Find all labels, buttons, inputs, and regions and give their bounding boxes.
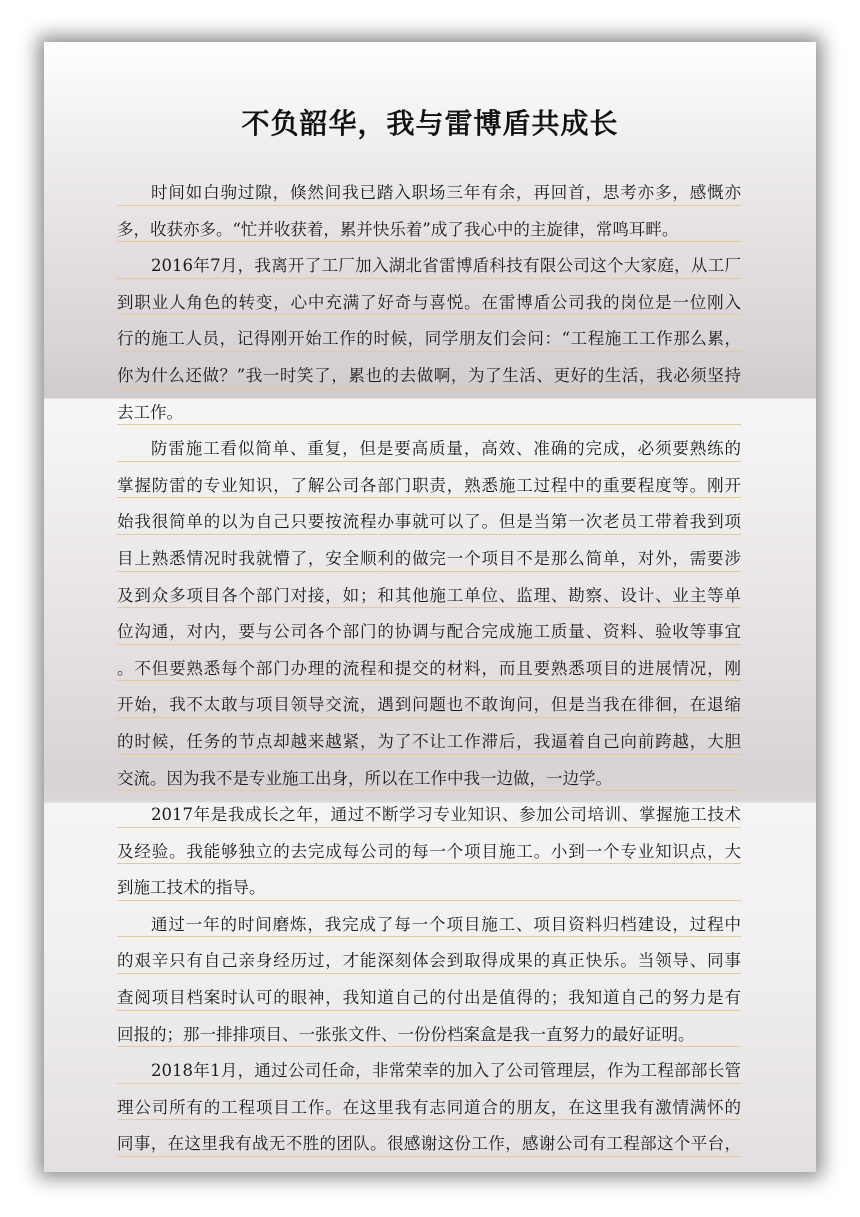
- text-line: 你为什么还做？”我一时笑了，累也的去做啊，为了生活、更好的生活，我必须坚持: [117, 358, 741, 395]
- text-line: 掌握防雷的专业知识，了解公司各部门职责，熟悉施工过程中的重要程度等。刚开: [117, 468, 741, 505]
- text-line: 2017年是我成长之年，通过不断学习专业知识、参加公司培训、掌握施工技术: [117, 797, 741, 834]
- text-line: 目上熟悉情况时我就懵了，安全顺利的做完一个项目不是那么简单，对外，需要涉: [117, 541, 741, 578]
- text-line: 同事，在这里我有战无不胜的团队。很感谢这份工作，感谢公司有工程部这个平台，: [117, 1126, 741, 1163]
- text-line: 行的施工人员，记得刚开始工作的时候，同学朋友们会问：“工程施工工作那么累，: [117, 321, 741, 358]
- text-line: 去工作。: [117, 395, 741, 432]
- text-line: 2016年7月，我离开了工厂加入湖北省雷博盾科技有限公司这个大家庭，从工厂: [117, 248, 741, 285]
- text-line: 交流。因为我不是专业施工出身，所以在工作中我一边做，一边学。: [117, 761, 741, 798]
- text-line: 及经验。我能够独立的去完成每公司的每一个项目施工。小到一个专业知识点，大: [117, 834, 741, 871]
- text-line: 位沟通，对内，要与公司各个部门的协调与配合完成施工质量、资料、验收等事宜: [117, 614, 741, 651]
- document-body: [117, 175, 741, 1163]
- text-line: 始我很简单的以为自己只要按流程办事就可以了。但是当第一次老员工带着我到项: [117, 504, 741, 541]
- text-line: 。不但要熟悉每个部门办理的流程和提交的材料，而且要熟悉项目的进展情况，刚: [117, 651, 741, 688]
- text-line: 到职业人角色的转变，心中充满了好奇与喜悦。在雷博盾公司我的岗位是一位刚入: [117, 285, 741, 322]
- text-line: 到施工技术的指导。: [117, 870, 741, 907]
- text-line: 多，收获亦多。“忙并收获着，累并快乐着”成了我心中的主旋律，常鸣耳畔。: [117, 212, 741, 249]
- text-line: 理公司所有的工程项目工作。在这里我有志同道合的朋友，在这里我有激情满怀的: [117, 1090, 741, 1127]
- text-line: 的艰辛只有自己亲身经历过，才能深刻体会到取得成果的真正快乐。当领导、同事: [117, 943, 741, 980]
- text-line: 及到众多项目各个部门对接，如；和其他施工单位、监理、勘察、设计、业主等单: [117, 578, 741, 615]
- text-line: 回报的；那一排排项目、一张张文件、一份份档案盒是我一直努力的最好证明。: [117, 1017, 741, 1054]
- text-line: 查阅项目档案时认可的眼神，我知道自己的付出是值得的；我知道自己的努力是有: [117, 980, 741, 1017]
- text-line: 2018年1月，通过公司任命，非常荣幸的加入了公司管理层，作为工程部部长管: [117, 1053, 741, 1090]
- text-line: 开始，我不太敢与项目领导交流，遇到问题也不敢询问，但是当我在徘徊，在退缩: [117, 687, 741, 724]
- text-line: 通过一年的时间磨炼，我完成了每一个项目施工、项目资料归档建设，过程中: [117, 907, 741, 944]
- document-page: [44, 42, 816, 1172]
- text-line: 的时候，任务的节点却越来越紧，为了不让工作滞后，我逼着自己向前跨越，大胆: [117, 724, 741, 761]
- text-line: 防雷施工看似简单、重复，但是要高质量，高效、准确的完成，必须要熟练的: [117, 431, 741, 468]
- text-line: 时间如白驹过隙，倏然间我已踏入职场三年有余，再回首，思考亦多，感慨亦: [117, 175, 741, 212]
- document-title: 不负韶华，我与雷博盾共成长: [241, 107, 619, 140]
